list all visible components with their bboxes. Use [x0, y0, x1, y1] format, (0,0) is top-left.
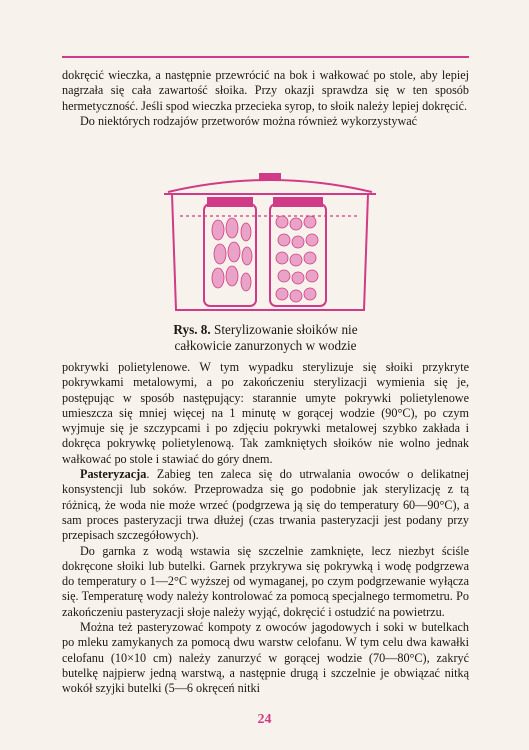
figure-jars-in-pot	[150, 170, 390, 330]
header-rule	[62, 56, 469, 58]
paragraph-pasteryzacja	[62, 467, 469, 543]
figure-caption	[62, 322, 469, 354]
caption-label: Rys. 8.	[173, 322, 211, 337]
text-block-top	[62, 68, 469, 129]
lid-handle	[260, 174, 280, 180]
pot-lid	[168, 180, 372, 192]
paragraph-text: . Zabieg ten zaleca się do utrwalania owoców o delikatnej konsystencji lub soków. Przeprowadza się go podobnie jak sterylizację z tą różnicą, że woda nie może wrzeć (podgrzewa ją się do temperatury 60—90°C), a sam proces pasteryzacji trwa dłużej (czas trwania pasteryzacji jest podany przy przepisach szczegółowych).	[62, 467, 469, 543]
page-number: 24	[257, 712, 272, 727]
paragraph: pokrywki polietylenowe. W tym wypadku sterylizuje się słoiki przykryte pokrywkami metalowymi, a po zakończeniu sterylizacji wymienia się je, postępując w sposób następujący: starannie umyte pokrywki polietylenowe umieszcza się mniej więcej na 1 minutę w gorącej wodzie (90°C), po czym wyjmuje się je szczypcami i po zdjęciu pokrywki metalowej szybko zakłada i dokręca pokrywkę polietylenową. Tak zamkniętych słoików nie wolno jednak wałkować po stole i stawiać do góry dnem.	[62, 360, 469, 466]
paragraph: Można też pasteryzować kompoty z owoców jagodowych i soki w butelkach po mleku zamykanych za pomocą dwu warstw celofanu. W tym celu dwa kawałki celofanu (10×10 cm) należy zanurzyć w gorącej wodzie (70—80°C), zakryć butelkę najpierw jedną warstwą, a następnie drugą i szczelnie je obwiązać nitką wokół szyjki butelki (5—6 okręceń nitki	[62, 620, 469, 696]
paragraph: dokręcić wieczka, a następnie przewrócić na bok i wałkować po stole, aby lepiej nagrzała się cała zawartość słoika. Przy okazji sprawdza się w ten sposób hermetyczność. Jeśli spod wieczka przecieka syrop, to słoik należy lepiej dokręcić.	[62, 68, 469, 113]
paragraph: Do garnka z wodą wstawia się szczelnie zamknięte, lecz niezbyt ściśle dokręcone słoiki lub butelki. Garnek przykrywa się pokrywką i wodę podgrzewa do temperatury o 1—2°C wyższej od wymaganej, po czym podgrzewanie wyłącza się. Temperaturę wody należy kontrolować za pomocą specjalnego termometru. Po zakończeniu pasteryzacji słoje należy wyjąć, dokręcić i ostudzić na powietrzu.	[62, 543, 469, 619]
section-heading: Pasteryzacja	[80, 467, 147, 482]
paragraph: Do niektórych rodzajów przetworów można również wykorzystywać	[80, 113, 418, 128]
caption-line2: całkowicie zanurzonych w wodzie	[174, 338, 357, 353]
caption-text: Sterylizowanie słoików nie	[210, 322, 358, 337]
text-block-bottom	[62, 360, 469, 697]
